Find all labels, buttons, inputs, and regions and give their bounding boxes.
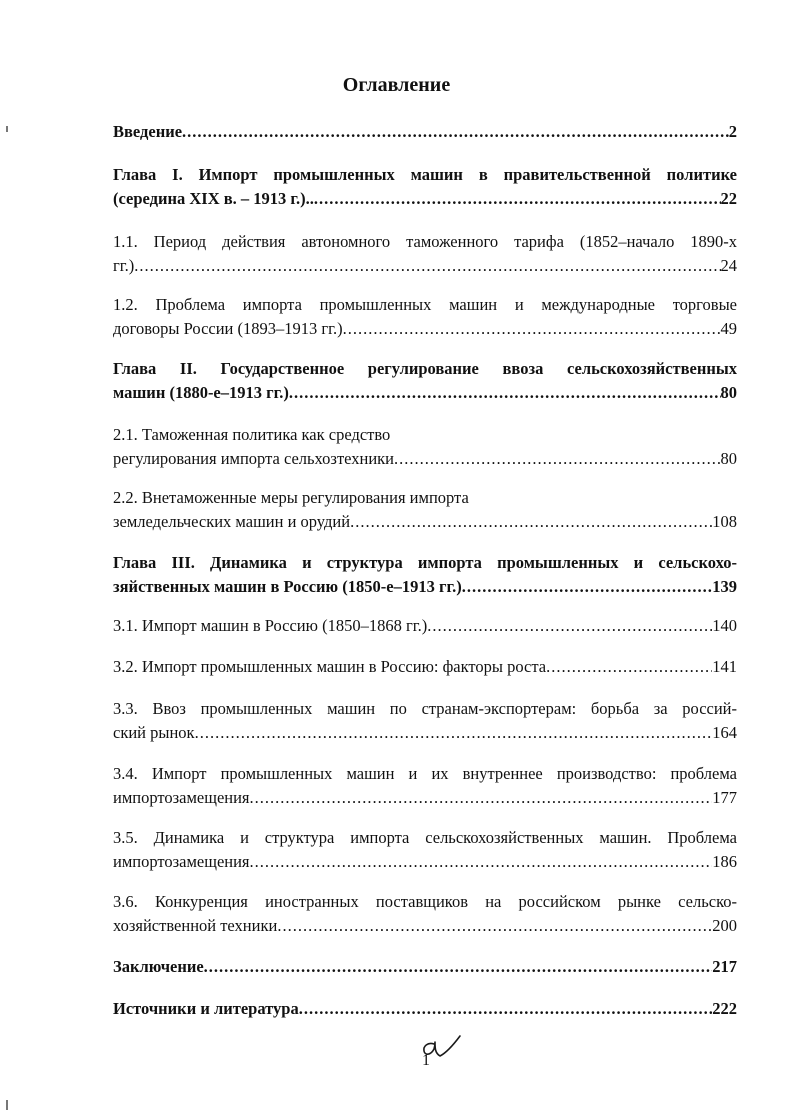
toc-entry-text: машин (1880-е–1913 гг.) <box>113 383 289 402</box>
leader-dots <box>394 447 720 471</box>
toc-entry-text: Введение <box>113 122 183 141</box>
leader-dots <box>427 614 712 638</box>
toc-entry-text-line: 3.3. Ввоз промышленных машин по странам-экспортерам: борьба за россий- <box>113 699 737 718</box>
toc-page-number: 141 <box>712 657 737 676</box>
scan-edge-mark <box>6 126 8 132</box>
toc-entry-text-line: 1.2. Проблема импорта промышленных машин и международные торговые <box>113 295 737 314</box>
toc-entry-text-line: Глава II. Государственное регулирование ввоза сельскохозяйственных <box>113 359 737 378</box>
toc-page-number: 80 <box>720 383 737 402</box>
leader-dots <box>314 187 721 211</box>
toc-entry-section-3-2[interactable] <box>113 655 737 679</box>
toc-entry-conclusion[interactable] <box>113 955 737 979</box>
toc-entry-section-3-1[interactable] <box>113 614 737 638</box>
leader-dots <box>182 120 729 144</box>
toc-entry-text: ский рынок <box>113 723 195 742</box>
toc-entry-section-2-1[interactable] <box>113 423 737 471</box>
toc-entry-section-1-2[interactable] <box>113 293 737 341</box>
toc-entry-text-line: 2.1. Таможенная политика как средство <box>113 425 391 444</box>
toc-entry-text-line: 2.2. Внетаможенные меры регулирования импорта <box>113 488 469 507</box>
toc-page-number: 108 <box>712 512 737 531</box>
toc-entry-chapter-1[interactable] <box>113 163 737 211</box>
toc-entry-section-1-1[interactable] <box>113 230 737 278</box>
toc-entry-chapter-3[interactable] <box>113 551 737 599</box>
toc-page-number: 80 <box>720 449 737 468</box>
toc-page-number: 140 <box>712 616 737 635</box>
toc-entry-text: Источники и литература <box>113 999 299 1018</box>
toc-entry-text: импортозамещения <box>113 852 250 871</box>
toc-page-number: 177 <box>712 788 737 807</box>
leader-dots <box>289 381 721 405</box>
toc-entry-text: гг.) <box>113 256 135 275</box>
toc-entry-text-line: 3.5. Динамика и структура импорта сельскохозяйственных машин. Проблема <box>113 828 737 847</box>
toc-entry-text: земледельческих машин и орудий <box>113 512 351 531</box>
toc-page-number: 164 <box>712 723 737 742</box>
toc-page-number: 49 <box>720 319 737 338</box>
page-number: 1 <box>422 1052 430 1069</box>
toc-page-number: 24 <box>720 256 737 275</box>
toc-entry-sources[interactable] <box>113 997 737 1021</box>
toc-entry-text: 3.1. Импорт машин в Россию (1850–1868 гг.) <box>113 616 428 635</box>
leader-dots <box>250 850 713 874</box>
scan-edge-mark <box>6 1100 8 1110</box>
toc-page-number: 186 <box>712 852 737 871</box>
toc-entry-text-line: 1.1. Период действия автономного таможенного тарифа (1852–начало 1890-х <box>113 232 737 251</box>
page-title: Оглавление <box>342 74 451 96</box>
toc-entry-section-3-3[interactable] <box>113 697 737 745</box>
toc-page-number: 217 <box>712 957 737 976</box>
toc-entry-text: договоры России (1893–1913 гг.) <box>113 319 343 338</box>
toc-entry-section-2-2[interactable] <box>113 486 737 534</box>
toc-entry-text: зяйственных машин в Россию (1850-е–1913 гг.) <box>113 577 462 596</box>
toc-entry-section-3-6[interactable] <box>113 890 737 938</box>
leader-dots <box>195 721 713 745</box>
toc-entry-text: хозяйственной техники <box>113 916 278 935</box>
leader-dots <box>250 786 713 810</box>
leader-dots <box>299 997 713 1021</box>
toc-entry-text-line: 3.4. Импорт промышленных машин и их внутреннее производство: проблема <box>113 764 737 783</box>
toc-entry-text: 3.2. Импорт промышленных машин в Россию: факторы роста <box>113 657 547 676</box>
toc-page-number: 200 <box>712 916 737 935</box>
toc-entry-intro[interactable] <box>113 120 737 144</box>
toc-entry-text-line: Глава I. Импорт промышленных машин в правительственной политике <box>113 165 737 184</box>
toc-entry-chapter-2[interactable] <box>113 357 737 405</box>
toc-entry-section-3-5[interactable] <box>113 826 737 874</box>
toc-entry-text: (середина XIX в. – 1913 г.).. <box>113 189 314 208</box>
toc-entry-text: регулирования импорта сельхозтехники <box>113 449 395 468</box>
toc-page-number: 222 <box>712 999 737 1018</box>
leader-dots <box>134 254 720 278</box>
toc-entry-section-3-4[interactable] <box>113 762 737 810</box>
toc-page-number: 139 <box>712 577 737 596</box>
toc-entry-text-line: 3.6. Конкуренция иностранных поставщиков на российском рынке сельско- <box>113 892 737 911</box>
leader-dots <box>343 317 721 341</box>
toc-entry-text: Заключение <box>113 957 204 976</box>
leader-dots <box>350 510 712 534</box>
toc-page-number: 22 <box>720 189 737 208</box>
leader-dots <box>277 914 712 938</box>
toc-page-number: 2 <box>728 122 737 141</box>
toc-entry-text-line: Глава III. Динамика и структура импорта промышленных и сельскохо- <box>113 553 737 572</box>
toc-entry-text: импортозамещения <box>113 788 250 807</box>
leader-dots <box>462 575 713 599</box>
leader-dots <box>546 655 712 679</box>
leader-dots <box>204 955 713 979</box>
